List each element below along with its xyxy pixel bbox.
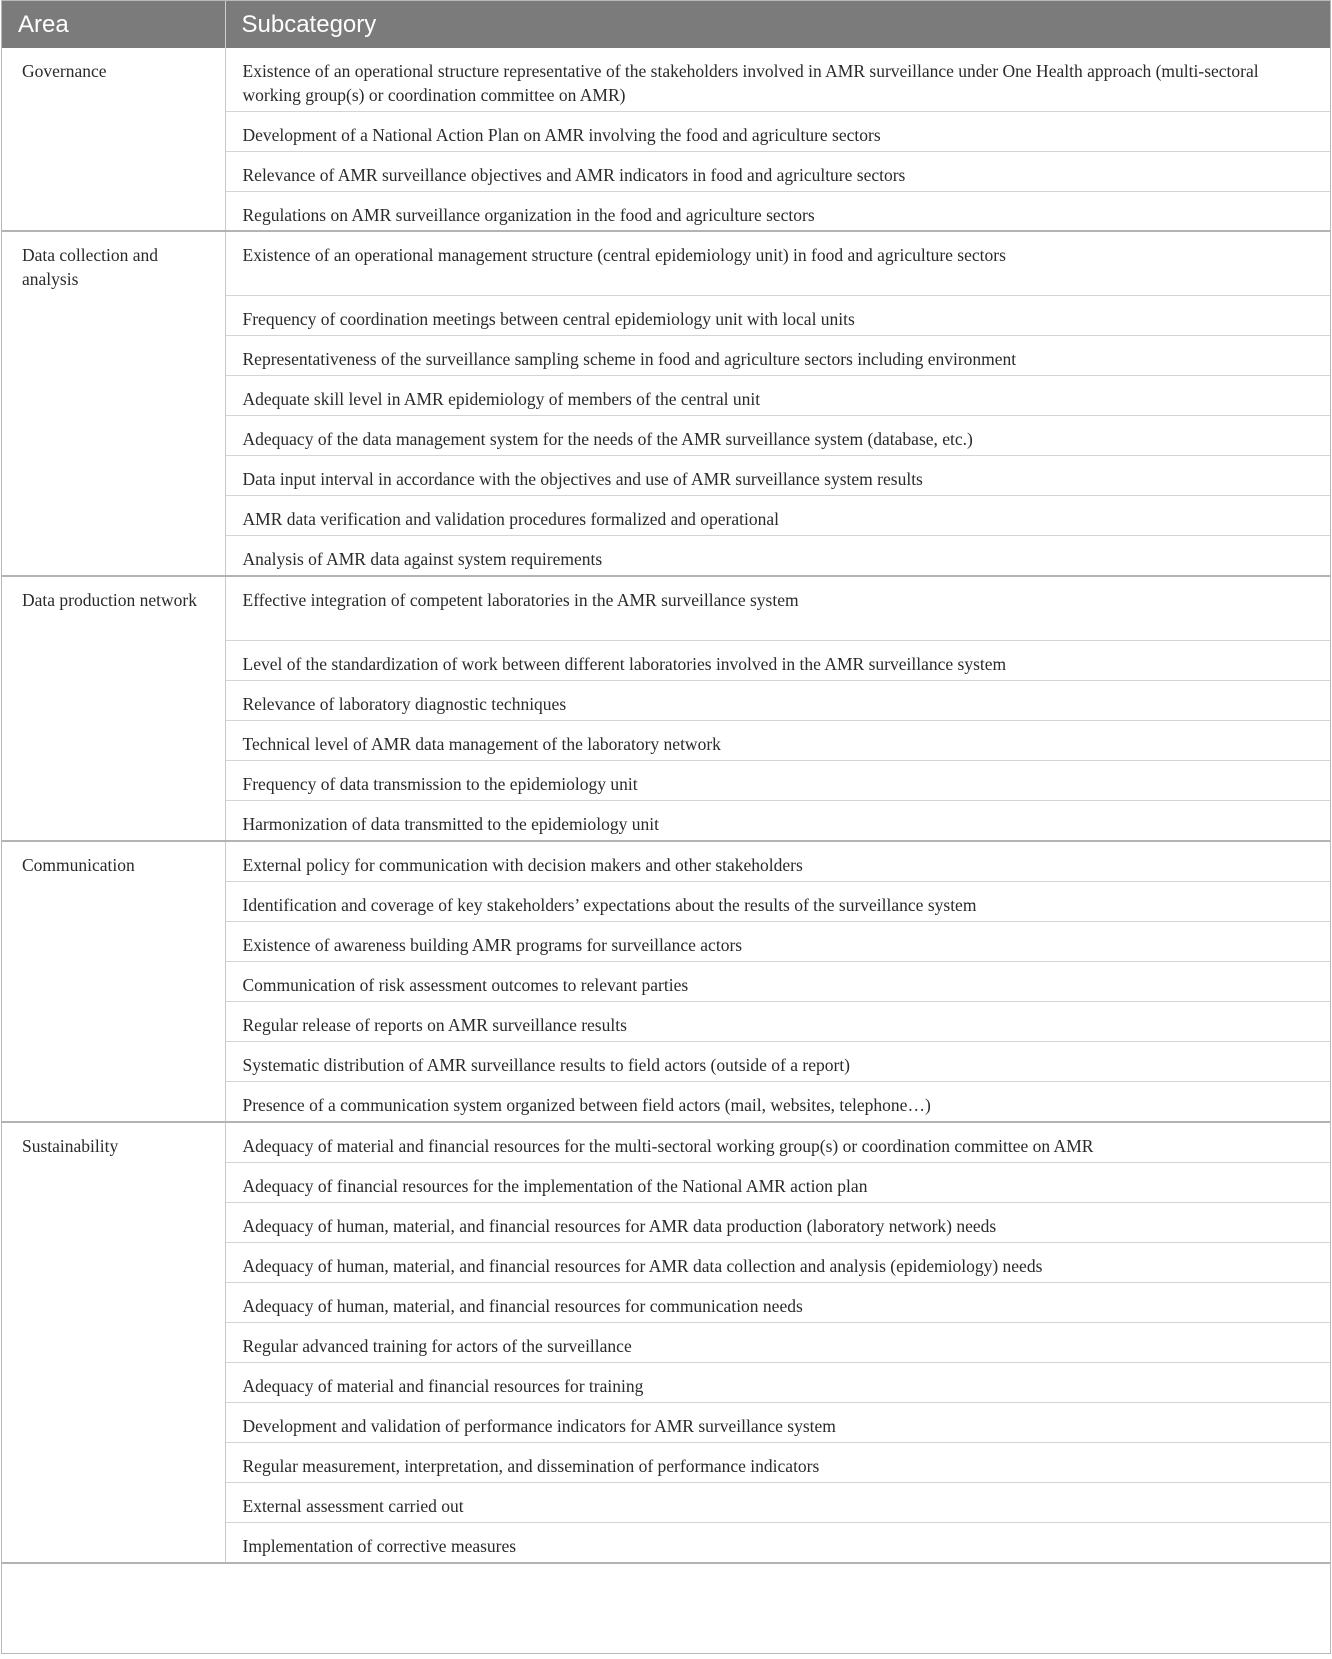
subcategory-cell: Adequate skill level in AMR epidemiology of members of the central unit xyxy=(225,375,1330,415)
subcategory-cell: External assessment carried out xyxy=(225,1482,1330,1522)
subcategory-cell: Frequency of data transmission to the epidemiology unit xyxy=(225,760,1330,800)
subcategory-cell: Existence of an operational management structure (central epidemiology unit) in food and agriculture sectors xyxy=(225,231,1330,295)
subcategory-cell: Adequacy of human, material, and financial resources for AMR data production (laboratory network) needs xyxy=(225,1202,1330,1242)
table-header xyxy=(2,1,1330,48)
table-row xyxy=(2,48,1330,111)
subcategory-cell: Regular release of reports on AMR surveillance results xyxy=(225,1001,1330,1041)
area-cell: Communication xyxy=(2,841,225,1122)
area-cell: Sustainability xyxy=(2,1122,225,1563)
subcategory-cell: Representativeness of the surveillance sampling scheme in food and agriculture sectors including environment xyxy=(225,335,1330,375)
area-cell: Data production network xyxy=(2,576,225,841)
subcategory-cell: AMR data verification and validation procedures formalized and operational xyxy=(225,495,1330,535)
subcategory-cell: Frequency of coordination meetings between central epidemiology unit with local units xyxy=(225,295,1330,335)
subcategory-cell: Harmonization of data transmitted to the epidemiology unit xyxy=(225,800,1330,841)
subcategory-cell: Adequacy of material and financial resources for the multi-sectoral working group(s) or coordination committee on AMR xyxy=(225,1122,1330,1162)
subcategory-cell: Adequacy of human, material, and financial resources for AMR data collection and analysis (epidemiology) needs xyxy=(225,1242,1330,1282)
subcategory-cell: External policy for communication with decision makers and other stakeholders xyxy=(225,841,1330,881)
subcategory-cell: Analysis of AMR data against system requirements xyxy=(225,535,1330,576)
subcategory-cell: Identification and coverage of key stakeholders’ expectations about the results of the surveillance system xyxy=(225,881,1330,921)
subcategory-cell: Systematic distribution of AMR surveillance results to field actors (outside of a report) xyxy=(225,1041,1330,1081)
header-area: Area xyxy=(18,10,69,38)
subcategory-cell: Presence of a communication system organized between field actors (mail, websites, telephone…) xyxy=(225,1081,1330,1122)
header-row xyxy=(2,1,1330,48)
subcategory-cell: Relevance of laboratory diagnostic techniques xyxy=(225,680,1330,720)
subcategory-cell: Existence of an operational structure representative of the stakeholders involved in AMR surveillance under One Health approach (multi-sectoral working group(s) or coordination committee on AMR) xyxy=(225,48,1330,111)
subcategory-cell: Effective integration of competent laboratories in the AMR surveillance system xyxy=(225,576,1330,640)
area-cell: Governance xyxy=(2,48,225,231)
subcategory-cell: Adequacy of material and financial resources for training xyxy=(225,1362,1330,1402)
subcategory-cell: Development of a National Action Plan on AMR involving the food and agriculture sectors xyxy=(225,111,1330,151)
subcategory-cell: Regulations on AMR surveillance organization in the food and agriculture sectors xyxy=(225,191,1330,231)
subcategory-cell: Development and validation of performance indicators for AMR surveillance system xyxy=(225,1402,1330,1442)
table-body xyxy=(2,48,1330,1563)
subcategory-cell: Regular measurement, interpretation, and dissemination of performance indicators xyxy=(225,1442,1330,1482)
header-subcategory: Subcategory xyxy=(225,1,1330,48)
subcategory-cell: Adequacy of financial resources for the implementation of the National AMR action plan xyxy=(225,1162,1330,1202)
table-container xyxy=(1,0,1331,1654)
subcategory-cell: Level of the standardization of work between different laboratories involved in the AMR surveillance system xyxy=(225,640,1330,680)
table-row xyxy=(2,576,1330,640)
subcategory-cell: Implementation of corrective measures xyxy=(225,1522,1330,1563)
subcategory-cell: Adequacy of the data management system for the needs of the AMR surveillance system (database, etc.) xyxy=(225,415,1330,455)
subcategory-cell: Relevance of AMR surveillance objectives and AMR indicators in food and agriculture sectors xyxy=(225,151,1330,191)
table-row xyxy=(2,841,1330,881)
area-subcategory-table xyxy=(2,1,1330,1564)
subcategory-cell: Regular advanced training for actors of the surveillance xyxy=(225,1322,1330,1362)
subcategory-cell: Communication of risk assessment outcomes to relevant parties xyxy=(225,961,1330,1001)
subcategory-cell: Data input interval in accordance with the objectives and use of AMR surveillance system results xyxy=(225,455,1330,495)
subcategory-cell: Technical level of AMR data management of the laboratory network xyxy=(225,720,1330,760)
area-cell: Data collection and analysis xyxy=(2,231,225,576)
table-row xyxy=(2,1122,1330,1162)
subcategory-cell: Existence of awareness building AMR programs for surveillance actors xyxy=(225,921,1330,961)
subcategory-cell: Adequacy of human, material, and financial resources for communication needs xyxy=(225,1282,1330,1322)
table-row xyxy=(2,231,1330,295)
